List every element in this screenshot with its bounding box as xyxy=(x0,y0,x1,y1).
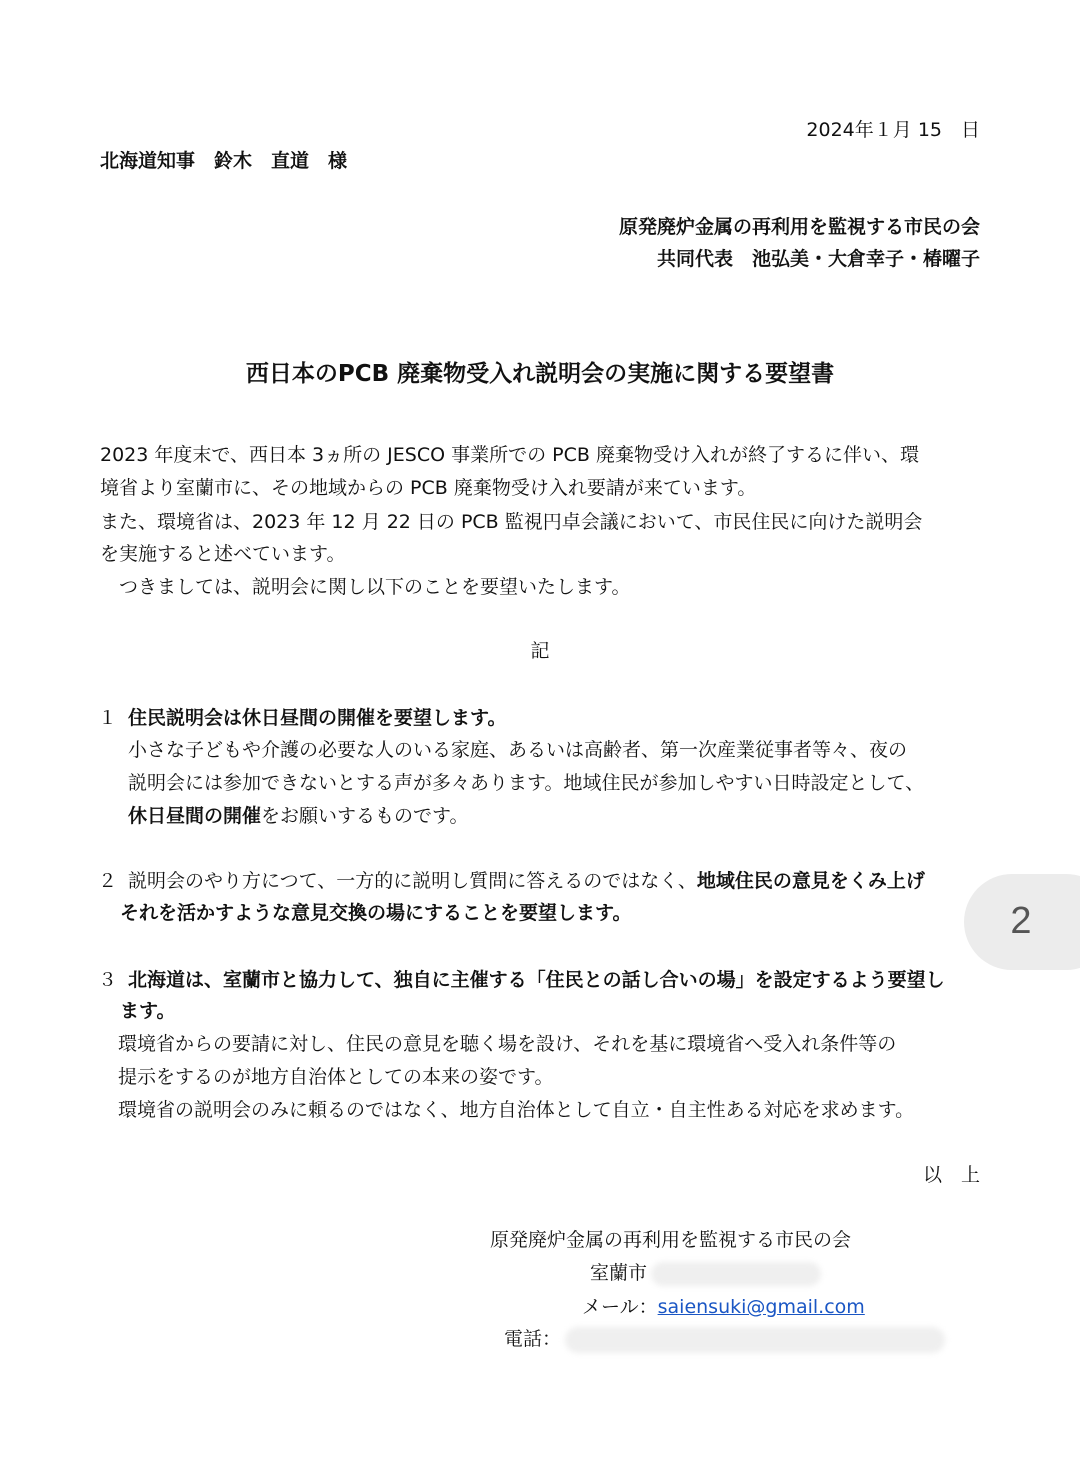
item-1-body-2: 説明会には参加できないとする声が多々あります。地域住民が参加しやすい日時設定として、 xyxy=(128,772,925,794)
intro-p3: つきましては、説明会に関し以下のことを要望いたします。 xyxy=(100,576,631,598)
item-3-number: ３ xyxy=(98,969,118,991)
page-indicator-number: 2 xyxy=(1010,900,1032,942)
footer-mail-label: メール： xyxy=(582,1296,658,1318)
redacted-address xyxy=(651,1262,821,1286)
item-3-heading-1: 北海道は、室蘭市と協力して、独自に主催する「住民との話し合いの場」を設定するよう要望し xyxy=(128,969,945,991)
closing: 以 上 xyxy=(922,1164,980,1186)
footer-mail-line xyxy=(582,1294,865,1320)
date: 2024年１月 15 日 xyxy=(806,119,980,141)
item-3-body-3: 環境省の説明会のみに頼るのではなく、地方自治体として自立・自主性ある対応を求めます。 xyxy=(118,1099,915,1121)
item-1-heading: 住民説明会は休日昼間の開催を要望します。 xyxy=(128,707,507,729)
item-2-text-bold-2: それを活かすような意見交換の場にすることを要望します。 xyxy=(120,902,632,924)
item-1-number: １ xyxy=(98,707,118,729)
item-2-number: ２ xyxy=(98,870,118,892)
item-2-line-1 xyxy=(98,868,925,894)
item-3-body-1: 環境省からの要請に対し、住民の意見を聴く場を設け、それを基に環境省へ受入れ条件等の xyxy=(118,1033,897,1055)
intro-p1-line2: 境省より室蘭市に、その地域からの PCB 廃棄物受け入れ要請が来ています。 xyxy=(100,477,757,499)
redacted-phone xyxy=(565,1327,945,1353)
sender-org: 原発廃炉金属の再利用を監視する市民の会 xyxy=(618,216,980,238)
item-1-body-3-rest: をお願いするものです。 xyxy=(261,805,469,827)
intro-p2-line2: を実施すると述べています。 xyxy=(100,543,346,565)
footer-org: 原発廃炉金属の再利用を監視する市民の会 xyxy=(490,1229,852,1251)
footer-phone-line xyxy=(504,1326,945,1353)
item-1-body-3-bold: 休日昼間の開催 xyxy=(128,805,262,827)
item-3-heading-line xyxy=(98,967,945,993)
intro-p2-line1: また、環境省は、2023 年 12 月 22 日の PCB 監視円卓会議において、市民住民に向けた説明会 xyxy=(100,511,923,533)
sender-reps: 共同代表 池弘美・大倉幸子・椿曜子 xyxy=(656,248,980,270)
addressee: 北海道知事 鈴木 直道 様 xyxy=(100,150,348,172)
item-1-heading-line xyxy=(98,705,506,731)
document-title: 西日本のPCB 廃棄物受入れ説明会の実施に関する要望書 xyxy=(245,361,835,387)
footer-phone-label: 電話： xyxy=(504,1328,562,1350)
item-3-body-2: 提示をするのが地方自治体としての本来の姿です。 xyxy=(118,1066,554,1088)
item-2-text-bold-1: 地域住民の意見をくみ上げ xyxy=(696,870,925,892)
item-2-text-plain: 説明会のやり方につて、一方的に説明し質問に答えるのではなく、 xyxy=(128,870,697,892)
intro-p1-line1: 2023 年度末で、西日本 3ヵ所の JESCO 事業所での PCB 廃棄物受け入れが終了するに伴い、環 xyxy=(100,444,919,466)
email-link[interactable]: saiensuki@gmail.com xyxy=(657,1296,865,1318)
footer-city-line xyxy=(590,1260,821,1286)
item-3-heading-2: ます。 xyxy=(120,1000,176,1022)
item-1-body-1: 小さな子どもや介護の必要な人のいる家庭、あるいは高齢者、第一次産業従事者等々、夜の xyxy=(128,739,908,761)
footer-city-label: 室蘭市 xyxy=(590,1262,648,1284)
item-1-body-3-line xyxy=(128,803,469,829)
ki-heading: 記 xyxy=(530,640,550,662)
